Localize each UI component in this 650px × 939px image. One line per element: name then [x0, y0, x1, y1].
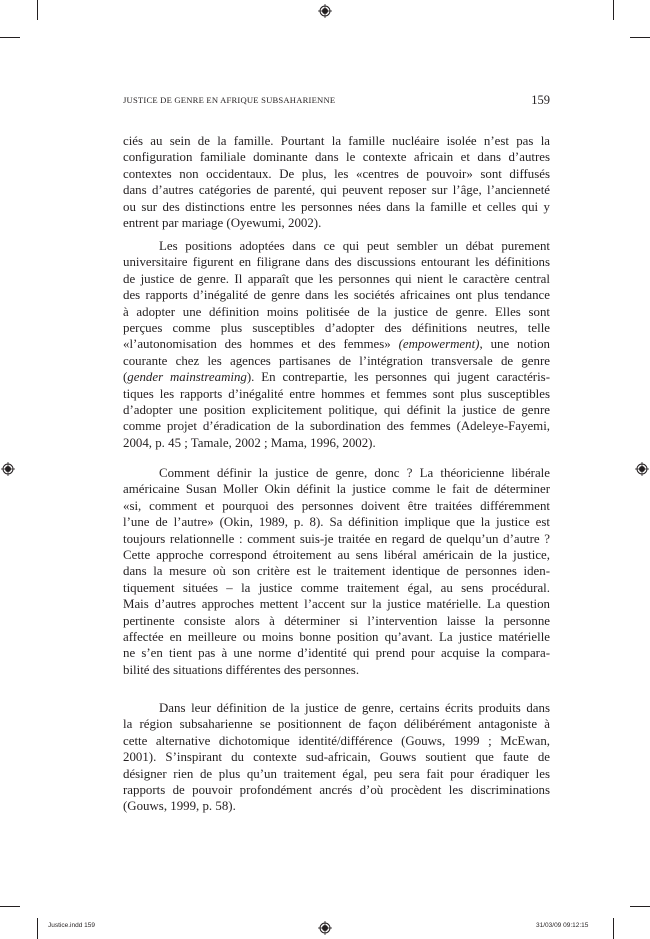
text-line: de justice de genre. Il apparaît que les personnes qui nient le caractère central: [123, 271, 550, 286]
text-line: Les positions adoptées dans ce qui peut sembler un débat purement: [159, 239, 550, 253]
text-line: américaine Susan Moller Okin définit la justice comme le fait de déterminer: [123, 482, 550, 497]
text-line: la région subsaharienne se positionnent de façon délibérément antagoniste à: [123, 717, 550, 732]
registration-mark-icon: [318, 4, 332, 18]
text-line: 2001). S’inspirant du contexte sud-africain, Gouws soutient que faute de: [123, 750, 550, 765]
running-title: JUSTICE DE GENRE EN AFRIQUE SUBSAHARIENNE: [123, 95, 336, 105]
text-line: Dans leur définition de la justice de genre, certains écrits produits dans: [159, 701, 550, 715]
text-line: universitaire figurent en filigrane dans des discussions entourant les définitions: [123, 255, 550, 270]
text-line: d’adopter une position explicitement politique, qui définit la justice de genre: [123, 402, 550, 417]
text-line: ciés au sein de la famille. Pourtant la famille nucléaire isolée n’est pas la: [123, 134, 550, 148]
text-line: affectée en meilleure ou moins bonne position qu’avant. La justice matérielle: [123, 629, 550, 644]
text-line: Mais d’autres approches mettent l’accent sur la justice matérielle. La question: [123, 597, 550, 612]
paragraph: [123, 700, 550, 815]
text-line: courante chez les agences partisanes de l’intégration transversale de genre: [123, 353, 550, 368]
text-line: Comment définir la justice de genre, donc ? La théoricienne libérale: [159, 466, 550, 480]
text-line: 2004, p. 45 ; Tamale, 2002 ; Mama, 1996, 2002).: [123, 435, 376, 450]
text-line: tiques les rapports d’inégalité entre hommes et femmes sont plus susceptibles: [123, 386, 550, 401]
text-line: pertinente consiste alors à déterminer si l’intervention laisse la personne: [123, 613, 550, 628]
crop-mark: [0, 906, 20, 907]
text-line: l’une de l’autre» (Okin, 1989, p. 8). Sa définition implique que la justice est: [123, 515, 550, 530]
text-line: contextes non occidentaux. De plus, les «centres de pouvoir» sont diffusés: [123, 166, 550, 181]
paragraph: [123, 133, 550, 231]
slug-timestamp: 31/03/09 09:12:15: [536, 922, 589, 929]
text-line: désigner rien de plus qu’un traitement égal, peu sera fait pour éradiquer les: [123, 766, 550, 781]
text-segment: (: [123, 370, 128, 385]
text-line: configuration familiale dominante dans le contexte africain et dans d’autres: [123, 150, 550, 165]
text-line: ne s’en tient pas à une norme d’identité qui prend pour acquise la compara-: [123, 646, 550, 661]
text-line: cette alternative dichotomique identité/différence (Gouws, 1999 ; McEwan,: [123, 733, 550, 748]
crop-mark: [37, 0, 38, 20]
italic-term: gender mainstreaming: [127, 370, 247, 385]
text-line: à adopter une définition moins politisée de la justice de genre. Elles sont: [123, 304, 550, 319]
text-line: (Gouws, 1999, p. 58).: [123, 799, 236, 814]
paragraph: [123, 238, 550, 451]
text-line: comme projet d’éradication de la subordination des femmes (Adeleye-Fayemi,: [123, 419, 550, 434]
text-line: [123, 336, 550, 352]
text-line: dans la mesure où son critère est le traitement identique de personnes iden-: [123, 564, 550, 579]
italic-term: (empowerment): [398, 337, 480, 352]
crop-mark: [630, 906, 650, 907]
text-line: rapports de pouvoir profondément ancrés d’où procèdent les discriminations: [123, 782, 550, 797]
text-line: perçues comme plus susceptibles d’adopter des définitions neutres, telle: [123, 320, 550, 335]
text-line: des rapports d’inégalité de genre dans les sociétés africaines ont plus tendance: [123, 288, 550, 303]
text-line: dans d’autres catégories de parenté, qui peuvent reposer sur l’âge, l’ancienneté: [123, 183, 550, 198]
registration-mark-icon: [635, 462, 649, 476]
crop-mark: [630, 37, 650, 38]
crop-mark: [37, 918, 38, 939]
registration-mark-icon: [318, 921, 332, 935]
text-line: «si, comment et pourquoi des personnes doivent être traitées différemment: [123, 498, 550, 513]
text-segment: «l’autonomisation des hommes et des femmes»: [123, 337, 399, 352]
page-number: 159: [531, 93, 550, 107]
text-line: Cette approche correspond étroitement au sens libéral américain de la justice,: [123, 547, 550, 562]
text-segment: ). En contrepartie, les personnes qui jugent caractéris-: [246, 370, 550, 385]
text-line: [123, 369, 550, 385]
paragraph: [123, 465, 550, 678]
slug-filename: Justice.indd 159: [48, 922, 95, 929]
text-line: bilité des situations différentes des personnes.: [123, 662, 360, 677]
text-line: ou sur des distinctions entre les personnes nées dans la famille et celles qui y: [123, 199, 550, 214]
text-line: entrent par mariage (Oyewumi, 2002).: [123, 215, 322, 230]
text-segment: , une notion: [479, 337, 550, 352]
text-line: toujours relationnelle : comment suis-je traitée en regard de quelqu’un d’autre ?: [123, 531, 550, 546]
crop-mark: [613, 0, 614, 20]
crop-mark: [613, 918, 614, 939]
running-header: [123, 95, 550, 109]
crop-mark: [0, 37, 20, 38]
text-line: tiquement situées – la justice comme traitement égal, au sens procédural.: [123, 580, 550, 595]
registration-mark-icon: [1, 462, 15, 476]
